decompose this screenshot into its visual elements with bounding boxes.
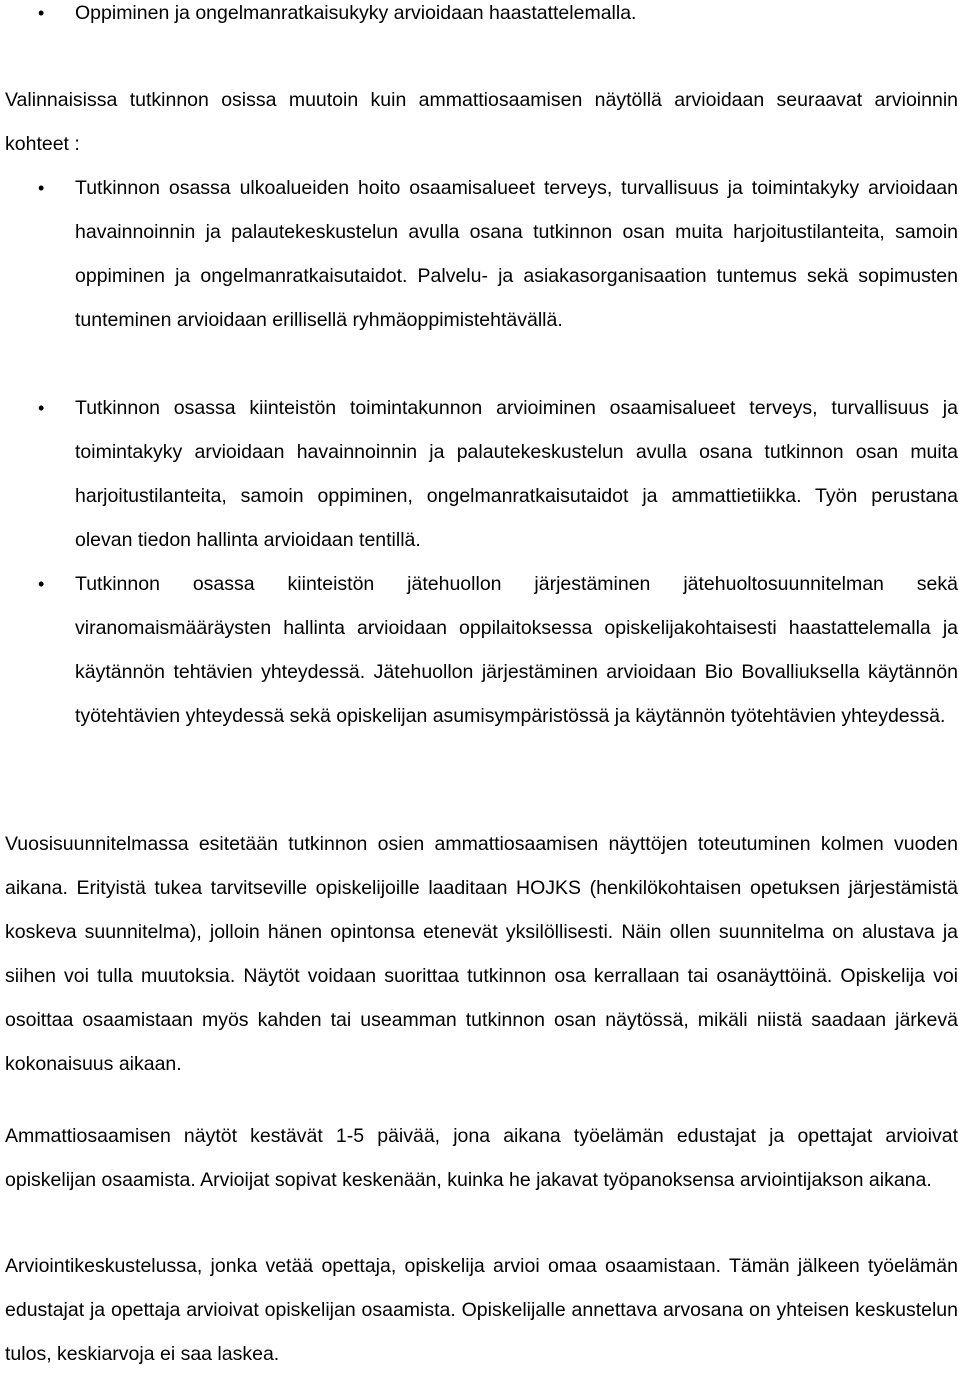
plan-paragraph: Vuosisuunnitelmassa esitetään tutkinnon osien ammattiosaamisen näyttöjen toteutuminen kolmen vuoden aikana. Erityistä tukea tarvitseville opiskelijoille laaditaan HOJKS (henkilökohtaisen opetuksen järjestämistä koskeva suunnitelma), jolloin hänen opintonsa etenevät yksilöllisesti. Näin ollen suunnitelma on alustava ja siihen voi tulla muutoksia. Näytöt voidaan suorittaa tutkinnon osa kerrallaan tai osanäyttöinä. Opiskelija voi osoittaa osaamistaan myös kahden tai useamman tutkinnon osan näytössä, mikäli niistä saadaan järkevä kokonaisuus aikaan.: [5, 833, 958, 1075]
bullet-text: Tutkinnon osassa ulkoalueiden hoito osaamisalueet terveys, turvallisuus ja toimintakyky arvioidaan havainnoinnin ja palautekeskustelun avulla osana tutkinnon osan muita harjoitustilanteita, samoin oppiminen ja ongelmanratkaisutaidot. Palvelu- ja asiakasorganisaation tuntemus sekä sopimusten tunteminen arvioidaan erillisellä ryhmäoppimistehtävällä.: [75, 177, 958, 331]
bullet-item: [0, 386, 960, 562]
bullet-text: Tutkinnon osassa kiinteistön jätehuollon järjestäminen jätehuoltosuunnitelman sekä viranomaismääräysten hallinta arvioidaan oppilaitoksessa opiskelijakohtaisesti haastattelemalla ja käytännön tehtävien yhteydessä. Jätehuollon järjestäminen arvioidaan Bio Bovalliuksella käytännön työtehtävien yhteydessä sekä opiskelijan asumisympäristössä ja käytännön työtehtävien yhteydessä.: [75, 573, 958, 727]
discussion-paragraph: Arviointikeskustelussa, jonka vetää opettaja, opiskelija arvioi omaa osaamistaan. Tämän jälkeen työelämän edustajat ja opettaja arvioivat opiskelijan osaamista. Opiskelijalle annettava arvosana on yhteisen keskustelun tulos, keskiarvoja ei saa laskea.: [5, 1255, 958, 1365]
bullet-item: [0, 562, 960, 738]
intro-paragraph: Valinnaisissa tutkinnon osissa muutoin kuin ammattiosaamisen näytöllä arvioidaan seuraavat arvioinnin kohteet :: [5, 89, 958, 155]
bullet-item: [0, 166, 960, 342]
bullet-text: Tutkinnon osassa kiinteistön toimintakunnon arvioiminen osaamisalueet terveys, turvallisuus ja toimintakyky arvioidaan havainnoinnin ja palautekeskustelun avulla osana tutkinnon osan muita harjoitustilanteita, samoin oppiminen, ongelmanratkaisutaidot ja ammattietiikka. Työn perustana olevan tiedon hallinta arvioidaan tentillä.: [75, 397, 958, 551]
bullet-text: Oppiminen ja ongelmanratkaisukyky arvioidaan haastattelemalla.: [75, 2, 637, 24]
bullet-dot-icon: •: [38, 398, 45, 418]
bullet-dot-icon: •: [38, 3, 45, 23]
bullet-dot-icon: •: [38, 574, 45, 594]
bullet-dot-icon: •: [38, 178, 45, 198]
duration-paragraph: Ammattiosaamisen näytöt kestävät 1-5 päivää, jona aikana työelämän edustajat ja opettajat arvioivat opiskelijan osaamista. Arvioijat sopivat keskenään, kuinka he jakavat työpanoksensa arviointijakson aikana.: [5, 1125, 958, 1191]
bullet-item: [0, 0, 960, 35]
